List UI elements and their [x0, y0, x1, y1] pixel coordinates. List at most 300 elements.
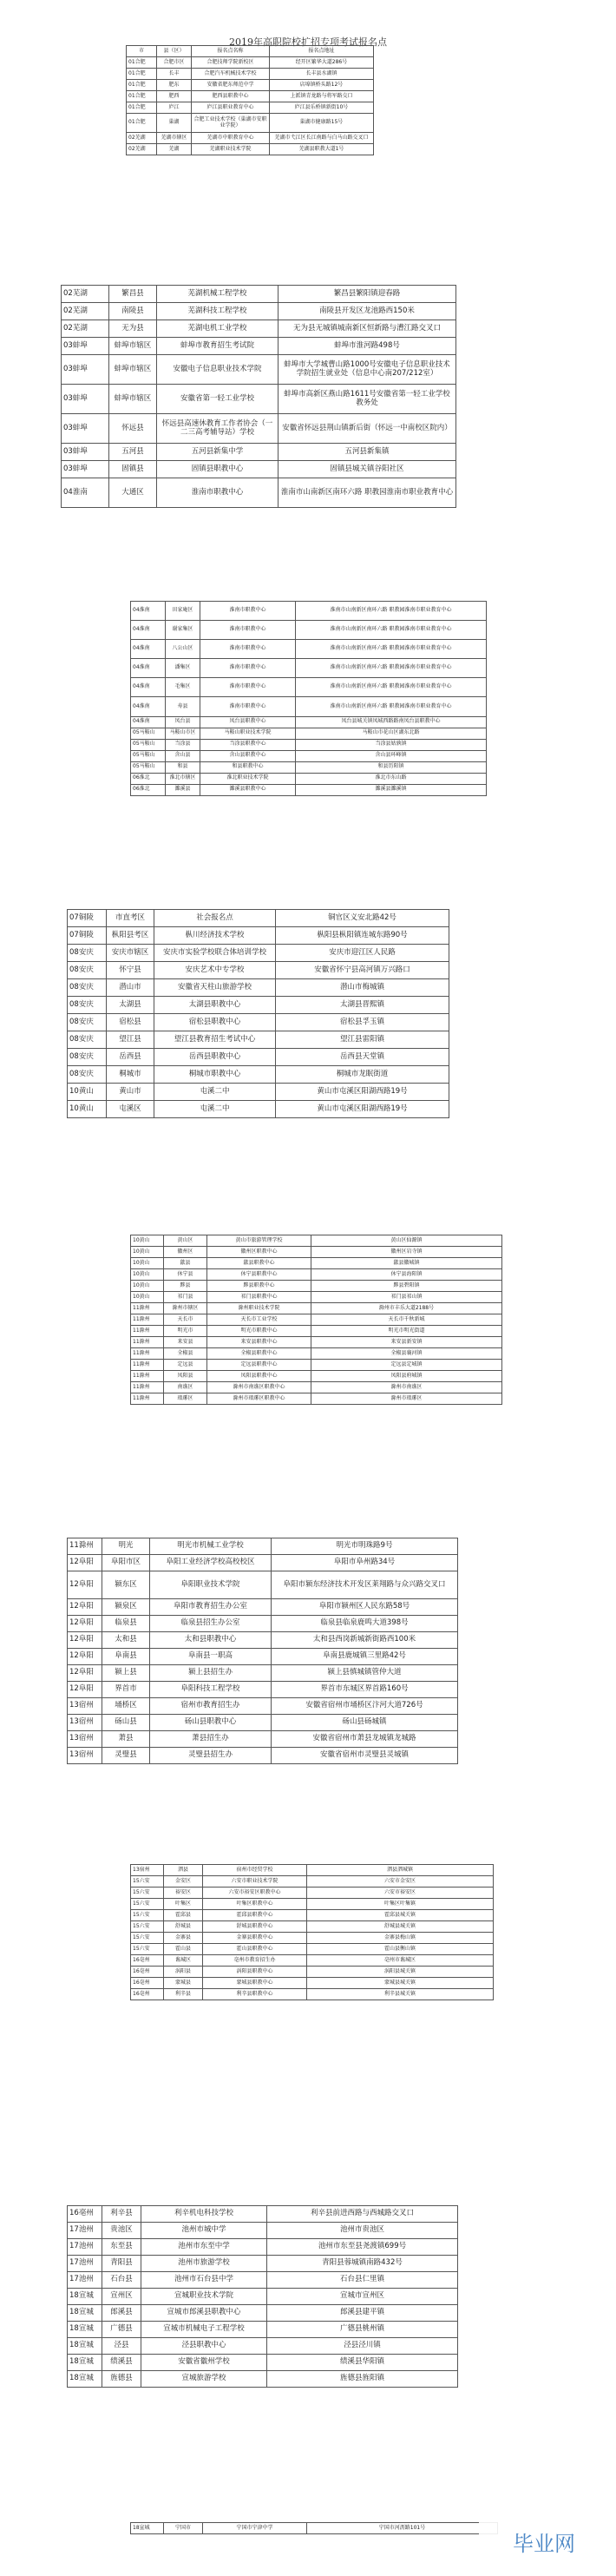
district-cell: 无为县 [109, 320, 157, 338]
table-row [131, 1258, 502, 1269]
district-cell: 巢湖 [157, 114, 192, 133]
city-cell: 13宿州 [68, 1748, 102, 1764]
site-name-cell: 淮南市职教中心 [200, 602, 296, 621]
city-cell: 08安庆 [68, 997, 107, 1014]
city-cell: 08安庆 [68, 1066, 107, 1084]
site-address-cell: 砀山县砀城镇 [272, 1715, 458, 1731]
city-cell: 12阜阳 [68, 1555, 102, 1571]
table-row [131, 761, 487, 773]
district-cell: 泗县 [164, 1865, 203, 1876]
district-cell: 颍东区 [102, 1571, 150, 1599]
site-name-cell: 亳州市教育招生办 [203, 1955, 307, 1967]
district-cell: 繁昌县 [109, 286, 157, 303]
site-name-cell: 合肥工业技术学校（巢湖市安职业学院） [192, 114, 270, 133]
site-address-cell: 利辛县前进西路与西城路交叉口 [267, 2206, 458, 2223]
registration-table-6 [67, 1538, 458, 1764]
site-address-cell: 宣城市宣州区 [267, 2289, 458, 2305]
site-name-cell: 怀远县高速休教育工作者协会（一二三高考辅导站）学校 [157, 414, 279, 444]
table-row [62, 338, 456, 355]
site-address-cell: 宁国市河沥路101号 [307, 2523, 498, 2534]
site-name-cell: 宿州市经贸学校 [203, 1865, 307, 1876]
site-address-cell: 蚌埠市大学城曹山路1000号安徽电子信息职业技术学院招生就业处（信息中心南207/212室） [279, 355, 456, 385]
district-cell: 望江县 [107, 1031, 154, 1049]
city-cell: 16亳州 [68, 2206, 102, 2223]
site-name-cell: 岳西县职教中心 [154, 1049, 276, 1066]
city-cell: 15六安 [131, 1921, 164, 1933]
table-row [68, 1665, 458, 1682]
district-cell: 霍山县 [164, 1944, 203, 1955]
site-name-cell: 淮南市职教中心 [200, 678, 296, 697]
site-name-cell: 太湖县职教中心 [154, 997, 276, 1014]
district-cell: 萧县 [102, 1731, 150, 1748]
site-name-cell: 宣城市机械电子工程学校 [141, 2322, 267, 2338]
site-address-cell: 蒙城县城关镇 [307, 1978, 494, 1989]
city-cell: 04淮南 [131, 716, 166, 728]
district-cell: 芜湖市辖区 [157, 133, 192, 144]
city-cell: 10黄山 [131, 1247, 164, 1258]
district-cell: 寿县 [166, 697, 200, 716]
table-row [68, 927, 449, 945]
city-cell: 13宿州 [68, 1715, 102, 1731]
site-address-cell: 芜湖市弋江区长江南路与白马山路交叉口 [270, 133, 374, 144]
city-cell: 18宣城 [68, 2371, 102, 2388]
table-row [131, 1899, 494, 1910]
site-address-cell: 泾县泾川镇 [267, 2338, 458, 2355]
table-row [68, 1066, 449, 1084]
site-name-cell: 临泉县招生办公室 [150, 1616, 272, 1632]
district-cell: 利辛县 [164, 1989, 203, 2000]
site-address-cell: 淮南市山南新区南环六路 职教园淮南市职业教育中心 [296, 640, 487, 659]
city-cell: 18宣城 [68, 2305, 102, 2322]
district-cell: 涡阳县 [164, 1967, 203, 1978]
district-cell: 淮北市辖区 [166, 773, 200, 784]
table-row [62, 461, 456, 478]
district-cell: 利辛县 [102, 2206, 141, 2223]
city-cell: 10黄山 [131, 1235, 164, 1247]
site-address-cell: 太湖县晋熙镇 [276, 997, 449, 1014]
table-row [131, 1337, 502, 1348]
city-cell: 05马鞍山 [131, 728, 166, 739]
site-address-cell: 定远县定城镇 [311, 1360, 502, 1371]
table-row [131, 1967, 494, 1978]
city-cell: 08安庆 [68, 979, 107, 997]
district-cell: 五河县 [109, 444, 157, 461]
site-name-cell: 舒城县职教中心 [203, 1921, 307, 1933]
city-cell: 13宿州 [131, 1865, 164, 1876]
city-cell: 04淮南 [131, 602, 166, 621]
site-address-cell: 安徽省宿州市灵璧县灵城镇 [272, 1748, 458, 1764]
site-address-cell: 霍邱县城关镇 [307, 1910, 494, 1921]
district-cell: 天长市 [164, 1314, 207, 1326]
district-cell: 阜阳市区 [102, 1555, 150, 1571]
table-row [68, 979, 449, 997]
table-row [62, 303, 456, 320]
table-row [127, 102, 374, 114]
site-address-cell: 长丰县水湖镇 [270, 69, 374, 80]
district-cell: 田家庵区 [166, 602, 200, 621]
district-cell: 肥西 [157, 91, 192, 102]
site-name-cell: 滁州市南谯区职教中心 [207, 1382, 311, 1393]
site-name-cell: 宁国市宁津中学 [203, 2523, 307, 2534]
district-cell: 颍泉区 [102, 1599, 150, 1616]
city-cell: 15六安 [131, 1899, 164, 1910]
city-cell: 16亳州 [131, 1967, 164, 1978]
city-cell: 18宣城 [68, 2338, 102, 2355]
site-name-cell: 滁州职业技术学院 [207, 1303, 311, 1314]
registration-table-3 [130, 601, 487, 796]
table-row [68, 962, 449, 979]
table-row [127, 144, 374, 155]
city-cell: 05马鞍山 [131, 739, 166, 750]
district-cell: 蒙城县 [164, 1978, 203, 1989]
site-name-cell: 池州市城中学 [141, 2223, 267, 2239]
site-address-cell: 霍山县衡山镇 [307, 1944, 494, 1955]
city-cell: 02芜湖 [62, 320, 109, 338]
column-header: 报名点地址 [270, 46, 374, 57]
site-name-cell: 芜湖市中职教育中心 [192, 133, 270, 144]
district-cell: 大通区 [109, 478, 157, 508]
site-address-cell: 南陵县开发区龙池路西150米 [279, 303, 456, 320]
city-cell: 04淮南 [131, 640, 166, 659]
site-name-cell: 霍邱县职教中心 [203, 1910, 307, 1921]
site-name-cell: 屯溪二中 [154, 1101, 276, 1118]
table-row [68, 1632, 458, 1649]
table-row [68, 1014, 449, 1031]
site-name-cell: 屯溪二中 [154, 1084, 276, 1101]
city-cell: 10黄山 [131, 1281, 164, 1292]
site-address-cell: 枞阳县枞阳镇连城东路90号 [276, 927, 449, 945]
site-address-cell: 绩溪县华阳镇 [267, 2355, 458, 2371]
site-address-cell: 涡阳县城关镇 [307, 1967, 494, 1978]
site-address-cell: 阜南县鹿城镇三里路42号 [272, 1649, 458, 1665]
table-row [131, 1933, 494, 1944]
site-address-cell: 淮南市山南新区南环六路 职教园淮南市职业教育中心 [296, 697, 487, 716]
site-name-cell: 芜湖职业技术学院 [192, 144, 270, 155]
city-cell: 04淮南 [131, 678, 166, 697]
table-row [62, 286, 456, 303]
table-row [68, 1616, 458, 1632]
site-address-cell: 来安县新安镇 [311, 1337, 502, 1348]
site-address-cell: 固镇县城关镇谷阳社区 [279, 461, 456, 478]
site-name-cell: 休宁县职教中心 [207, 1269, 311, 1281]
city-cell: 08安庆 [68, 1031, 107, 1049]
site-name-cell: 安徽省天柱山旅游学校 [154, 979, 276, 997]
table-row [131, 1865, 494, 1876]
district-cell: 潘集区 [166, 659, 200, 678]
district-cell: 宁国市 [164, 2523, 203, 2534]
site-address-cell: 池州市贵池区 [267, 2223, 458, 2239]
site-name-cell: 颍上县招生办 [150, 1665, 272, 1682]
city-cell: 08安庆 [68, 962, 107, 979]
city-cell: 02芜湖 [62, 303, 109, 320]
site-name-cell: 芜湖电机工业学校 [157, 320, 279, 338]
table-row [131, 640, 487, 659]
site-address-cell: 岳西县天堂镇 [276, 1049, 449, 1066]
district-cell: 泾县 [102, 2338, 141, 2355]
table-row [68, 997, 449, 1014]
site-name-cell: 池州市东至中学 [141, 2239, 267, 2256]
city-cell: 16亳州 [131, 1978, 164, 1989]
site-address-cell: 当涂县姑孰镇 [296, 739, 487, 750]
table-row [68, 1101, 449, 1118]
site-address-cell: 淮南市山南新区南环六路 职教园淮南市职业教育中心 [296, 621, 487, 640]
table-row [68, 1649, 458, 1665]
site-name-cell: 池州市石台县中学 [141, 2272, 267, 2289]
district-cell: 舒城县 [164, 1921, 203, 1933]
site-name-cell: 六安市裕安区职教中心 [203, 1888, 307, 1899]
table-row [131, 1989, 494, 2000]
district-cell: 阜南县 [102, 1649, 150, 1665]
site-address-cell: 舒城县城关镇 [307, 1921, 494, 1933]
site-address-cell: 亳州市谯城区 [307, 1955, 494, 1967]
city-cell: 17池州 [68, 2239, 102, 2256]
city-cell: 10黄山 [68, 1101, 107, 1118]
site-address-cell: 明光市明光街道 [311, 1326, 502, 1337]
district-cell: 旌德县 [102, 2371, 141, 2388]
site-name-cell: 凤台县职教中心 [200, 716, 296, 728]
city-cell: 11滁州 [131, 1371, 164, 1382]
district-cell: 青阳县 [102, 2256, 141, 2272]
table-row [68, 1049, 449, 1066]
district-cell: 定远县 [164, 1360, 207, 1371]
table-row [68, 1748, 458, 1764]
city-cell: 02芜湖 [127, 133, 157, 144]
district-cell: 琅琊区 [164, 1393, 207, 1405]
site-address-cell: 蚌埠市淮河路498号 [279, 338, 456, 355]
site-name-cell: 桐城市职教中心 [154, 1066, 276, 1084]
table-row [62, 444, 456, 461]
table-row [62, 414, 456, 444]
city-cell: 11滁州 [131, 1393, 164, 1405]
table-row [131, 1247, 502, 1258]
site-address-cell: 全椒县襄河镇 [311, 1348, 502, 1360]
site-name-cell: 和县职教中心 [200, 761, 296, 773]
district-cell: 霍邱县 [164, 1910, 203, 1921]
table-row [68, 945, 449, 962]
site-address-cell: 泗县泗城镇 [307, 1865, 494, 1876]
table-row [68, 2272, 458, 2289]
district-cell: 广德县 [102, 2322, 141, 2338]
site-name-cell: 金寨县职教中心 [203, 1933, 307, 1944]
site-name-cell: 社会报名点 [154, 910, 276, 927]
city-cell: 17池州 [68, 2256, 102, 2272]
city-cell: 16亳州 [131, 1955, 164, 1967]
site-address-cell: 濉溪县濉溪镇 [296, 784, 487, 795]
city-cell: 03蚌埠 [62, 414, 109, 444]
city-cell: 04淮南 [131, 659, 166, 678]
city-cell: 03蚌埠 [62, 355, 109, 385]
city-cell: 07铜陵 [68, 927, 107, 945]
city-cell: 11滁州 [131, 1337, 164, 1348]
city-cell: 15六安 [131, 1933, 164, 1944]
table-header-row [127, 46, 374, 57]
city-cell: 07铜陵 [68, 910, 107, 927]
site-name-cell: 枞川经济技术学校 [154, 927, 276, 945]
site-name-cell: 淮南市职教中心 [200, 640, 296, 659]
site-name-cell: 全椒县职教中心 [207, 1348, 311, 1360]
table-row [131, 1326, 502, 1337]
city-cell: 12阜阳 [68, 1571, 102, 1599]
table-row [68, 2355, 458, 2371]
site-address-cell: 阜阳市颍东经济技术开发区莱翔路与众兴路交叉口 [272, 1571, 458, 1599]
site-name-cell: 利辛县职教中心 [203, 1989, 307, 2000]
site-name-cell: 徽州区职教中心 [207, 1247, 311, 1258]
site-name-cell: 砀山县职教中心 [150, 1715, 272, 1731]
site-name-cell: 淮南市职教中心 [200, 659, 296, 678]
table-row [68, 2289, 458, 2305]
table-row [68, 1698, 458, 1715]
district-cell: 滁州市辖区 [164, 1303, 207, 1314]
site-name-cell: 黟县职教中心 [207, 1281, 311, 1292]
site-name-cell: 淮北职业技术学院 [200, 773, 296, 784]
site-address-cell: 宿松县孚玉镇 [276, 1014, 449, 1031]
site-name-cell: 池州市旅游学校 [141, 2256, 267, 2272]
city-cell: 03蚌埠 [62, 461, 109, 478]
table-row [131, 1269, 502, 1281]
city-cell: 18宣城 [131, 2523, 164, 2534]
table-row [131, 602, 487, 621]
site-name-cell: 定远县职教中心 [207, 1360, 311, 1371]
district-cell: 来安县 [164, 1337, 207, 1348]
site-name-cell: 叶集区职教中心 [203, 1899, 307, 1910]
site-address-cell: 凤台县城关镇凤城西路路南凤台县职教中心 [296, 716, 487, 728]
site-address-cell: 淮南市山南新区南环六路 职教园淮南市职业教育中心 [296, 602, 487, 621]
site-name-cell: 淮南市职教中心 [157, 478, 279, 508]
city-cell: 11滁州 [131, 1314, 164, 1326]
table-row [68, 1031, 449, 1049]
site-name-cell: 灵璧县招生办 [150, 1748, 272, 1764]
city-cell: 08安庆 [68, 1049, 107, 1066]
district-cell: 灵璧县 [102, 1748, 150, 1764]
site-address-cell: 上派镇青龙路与将军路交口 [270, 91, 374, 102]
city-cell: 04淮南 [131, 621, 166, 640]
table-row [68, 2223, 458, 2239]
site-address-cell: 凤阳县府城镇 [311, 1371, 502, 1382]
site-address-cell: 淮南市山南新区南环六路 职教园淮南市职业教育中心 [296, 678, 487, 697]
table-row [131, 1303, 502, 1314]
city-cell: 15六安 [131, 1944, 164, 1955]
table-row [131, 1944, 494, 1955]
table-row [131, 1371, 502, 1382]
table-row [68, 1084, 449, 1101]
site-name-cell: 涡阳县职教中心 [203, 1967, 307, 1978]
city-cell: 13宿州 [68, 1698, 102, 1715]
site-name-cell: 天长市工业学校 [207, 1314, 311, 1326]
district-cell: 固镇县 [109, 461, 157, 478]
city-cell: 12阜阳 [68, 1599, 102, 1616]
table-row [127, 91, 374, 102]
site-name-cell: 当涂县职教中心 [200, 739, 296, 750]
site-address-cell: 阜阳市颍州区人民东路58号 [272, 1599, 458, 1616]
site-address-cell: 郎溪县建平镇 [267, 2305, 458, 2322]
site-address-cell: 旌德县旌阳镇 [267, 2371, 458, 2388]
city-cell: 01合肥 [127, 91, 157, 102]
site-address-cell: 六安市裕安区 [307, 1888, 494, 1899]
city-cell: 11滁州 [131, 1303, 164, 1314]
city-cell: 06淮北 [131, 773, 166, 784]
site-name-cell: 明光市职教中心 [207, 1326, 311, 1337]
city-cell: 01合肥 [127, 102, 157, 114]
site-name-cell: 利辛机电科技学校 [141, 2206, 267, 2223]
site-address-cell: 安庆市迎江区人民路 [276, 945, 449, 962]
table-row [131, 1281, 502, 1292]
site-address-cell: 望江县雷阳镇 [276, 1031, 449, 1049]
district-cell: 芜湖 [157, 144, 192, 155]
site-name-cell: 含山县职教中心 [200, 750, 296, 761]
site-address-cell: 滁州市南谯区 [311, 1382, 502, 1393]
district-cell: 怀远县 [109, 414, 157, 444]
table-row [68, 2305, 458, 2322]
table-row [131, 621, 487, 640]
site-address-cell: 滁州市琅琊区 [311, 1393, 502, 1405]
city-cell: 04淮南 [62, 478, 109, 508]
city-cell: 06淮北 [131, 784, 166, 795]
table-row [131, 1955, 494, 1967]
site-address-cell: 无为县无城镇城南新区恒新路与漕江路交叉口 [279, 320, 456, 338]
table-row [68, 2206, 458, 2223]
site-name-cell: 歙县职教中心 [207, 1258, 311, 1269]
site-name-cell: 黄山市旅游管理学校 [207, 1235, 311, 1247]
registration-table-4 [67, 909, 449, 1118]
district-cell: 叶集区 [164, 1899, 203, 1910]
site-name-cell: 阜阳市教育招生办公室 [150, 1599, 272, 1616]
site-address-cell: 颍上县慎城镇管仲大道 [272, 1665, 458, 1682]
site-address-cell: 含山县环峰镇 [296, 750, 487, 761]
table-row [131, 784, 487, 795]
district-cell: 凤台县 [166, 716, 200, 728]
column-header: 报名点名称 [192, 46, 270, 57]
district-cell: 岳西县 [107, 1049, 154, 1066]
district-cell: 濉溪县 [166, 784, 200, 795]
district-cell: 谯城区 [164, 1955, 203, 1967]
city-cell: 11滁州 [131, 1382, 164, 1393]
site-address-cell: 太和县西岗新城新街路西100米 [272, 1632, 458, 1649]
city-cell: 03蚌埠 [62, 444, 109, 461]
district-cell: 马鞍山市区 [166, 728, 200, 739]
site-name-cell: 淮南市职教中心 [200, 621, 296, 640]
site-address-cell: 淮南市山南新区南环六路 职教园淮南市职业教育中心 [279, 478, 456, 508]
city-cell: 10黄山 [68, 1084, 107, 1101]
site-address-cell: 五河县新集镇 [279, 444, 456, 461]
table-row [131, 773, 487, 784]
table-row [131, 1314, 502, 1326]
district-cell: 南陵县 [109, 303, 157, 320]
site-address-cell: 徽州区岩寺镇 [311, 1247, 502, 1258]
table-row [68, 2322, 458, 2338]
district-cell: 明光 [102, 1538, 150, 1555]
district-cell: 宿松县 [107, 1014, 154, 1031]
district-cell: 蚌埠市辖区 [109, 355, 157, 385]
site-address-cell: 青阳县蓉城镇南路432号 [267, 2256, 458, 2272]
registration-table-8 [67, 2205, 458, 2388]
city-cell: 17池州 [68, 2272, 102, 2289]
table-row [131, 739, 487, 750]
city-cell: 18宣城 [68, 2355, 102, 2371]
district-cell: 含山县 [166, 750, 200, 761]
site-address-cell: 淮北市东山路 [296, 773, 487, 784]
site-address-cell: 巢湖市健康路15号 [270, 114, 374, 133]
site-name-cell: 合肥汽车机械技术学校 [192, 69, 270, 80]
table-row [127, 80, 374, 91]
site-address-cell: 安徽省怀远县荆山镇新后街（怀远一中南校区院内） [279, 414, 456, 444]
district-cell: 潜山市 [107, 979, 154, 997]
registration-table-2 [61, 285, 456, 508]
table-row [68, 1538, 458, 1555]
site-address-cell: 潜山市梅城镇 [276, 979, 449, 997]
registration-table-5 [130, 1235, 502, 1405]
site-address-cell: 六安市金安区 [307, 1876, 494, 1888]
site-address-cell: 天长市千秋新城 [311, 1314, 502, 1326]
